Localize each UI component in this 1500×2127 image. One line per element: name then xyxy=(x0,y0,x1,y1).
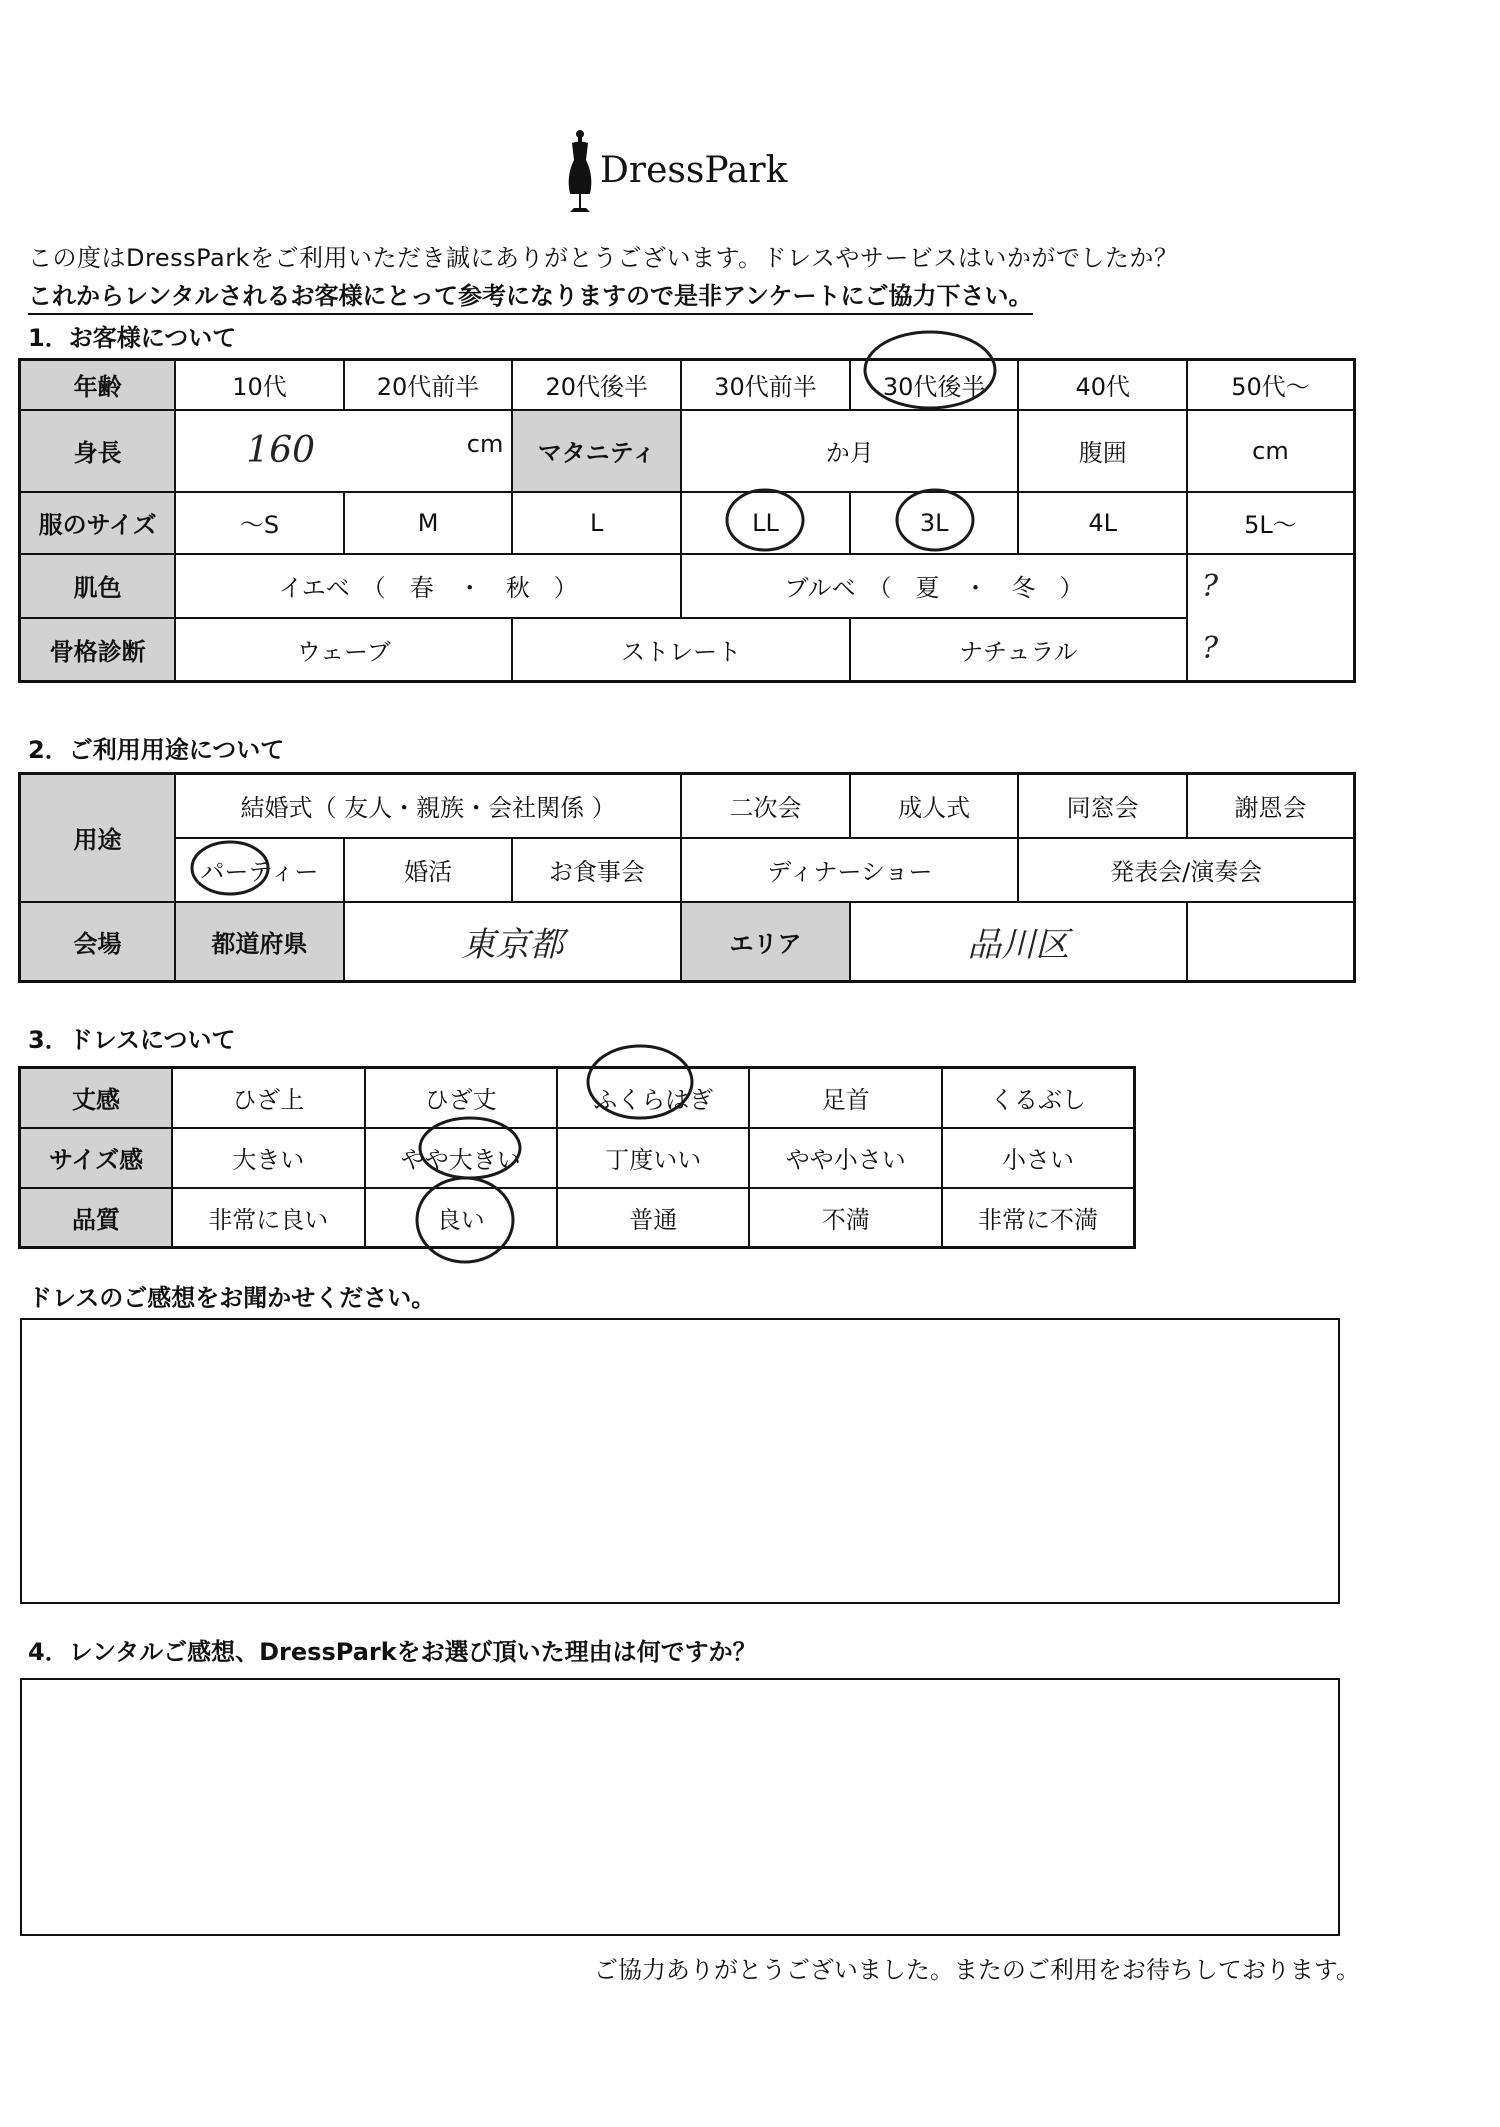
size-option[interactable]: L xyxy=(512,492,681,554)
purpose-option[interactable]: 謝恩会 xyxy=(1187,774,1355,838)
bone-option[interactable]: ナチュラル xyxy=(850,618,1187,682)
fit-option[interactable]: 大きい xyxy=(172,1128,364,1188)
quality-option[interactable]: 非常に不満 xyxy=(942,1188,1135,1248)
prefecture-field[interactable] xyxy=(344,902,681,982)
length-label: 丈感 xyxy=(20,1068,173,1128)
waist-unit: cm xyxy=(1252,436,1289,465)
purpose-option[interactable]: 発表会/演奏会 xyxy=(1018,838,1354,902)
age-option[interactable]: 30代前半 xyxy=(681,360,850,410)
size-option[interactable]: 4L xyxy=(1018,492,1186,554)
area-label: エリア xyxy=(681,902,850,982)
bone-label: 骨格診断 xyxy=(20,618,176,682)
size-label: 服のサイズ xyxy=(20,492,176,554)
maternity-unit: か月 xyxy=(825,439,874,467)
dress-comment-label: ドレスのご感想をお聞かせください。 xyxy=(28,1284,436,1312)
bone-option[interactable]: ストレート xyxy=(512,618,849,682)
length-option[interactable]: くるぶし xyxy=(942,1068,1135,1128)
fit-option[interactable]: 丁度いい xyxy=(557,1128,749,1188)
purpose-option[interactable]: ディナーショー xyxy=(681,838,1018,902)
age-option[interactable]: 20代前半 xyxy=(344,360,513,410)
length-option[interactable]: ひざ丈 xyxy=(365,1068,557,1128)
purpose-option[interactable]: お食事会 xyxy=(512,838,681,902)
height-label: 身長 xyxy=(20,410,176,492)
size-option[interactable]: 〜S xyxy=(175,492,343,554)
height-unit: cm xyxy=(466,430,504,458)
waist-label: 腹囲 xyxy=(1018,410,1186,492)
fit-option-selected[interactable]: やや大きい xyxy=(365,1128,557,1188)
section-3-title: 3．ドレスについて xyxy=(28,1026,236,1054)
quality-option[interactable]: 普通 xyxy=(557,1188,749,1248)
age-option-selected[interactable]: 30代後半 xyxy=(850,360,1019,410)
length-option-selected[interactable]: ふくらはぎ xyxy=(557,1068,749,1128)
skin-row xyxy=(20,554,1355,618)
skin-answer-cell xyxy=(1187,554,1355,618)
section-1-title: 1．お客様について xyxy=(28,324,237,352)
bone-answer-cell xyxy=(1187,618,1355,682)
quality-option[interactable]: 非常に良い xyxy=(172,1188,364,1248)
size-option[interactable]: M xyxy=(344,492,513,554)
size-option[interactable]: 5L〜 xyxy=(1187,492,1355,554)
quality-option-selected[interactable]: 良い xyxy=(365,1188,557,1248)
section-2-title: 2．ご利用用途について xyxy=(28,736,285,764)
age-option[interactable]: 20代後半 xyxy=(512,360,681,410)
venue-label: 会場 xyxy=(20,902,175,982)
purpose-option[interactable]: 二次会 xyxy=(681,774,850,838)
dress-table xyxy=(18,1066,1136,1249)
quality-label: 品質 xyxy=(20,1188,173,1248)
bone-row xyxy=(20,618,1355,682)
length-option[interactable]: ひざ上 xyxy=(172,1068,364,1128)
size-option-selected[interactable]: 3L xyxy=(850,492,1019,554)
bone-option[interactable]: ウェーブ xyxy=(175,618,512,682)
customer-table xyxy=(18,358,1356,683)
brand-logo-text: DressPark xyxy=(600,150,788,191)
length-option[interactable]: 足首 xyxy=(749,1068,941,1128)
maternity-label: マタニティ xyxy=(512,410,681,492)
intro-line-2: これからレンタルされるお客様にとって参考になりますので是非アンケートにご協力下さい。 xyxy=(28,276,1033,315)
bone-answer: ? xyxy=(1201,631,1219,667)
purpose-option[interactable]: 婚活 xyxy=(344,838,513,902)
quality-option[interactable]: 不満 xyxy=(749,1188,941,1248)
rental-comment-box[interactable] xyxy=(20,1678,1340,1936)
purpose-option-selected[interactable]: パーティー xyxy=(175,838,344,902)
footer-thanks: ご協力ありがとうございました。またのご利用をお待ちしております。 xyxy=(593,1956,1360,1984)
height-value: 160 xyxy=(246,430,316,471)
skin-answer: ? xyxy=(1201,568,1219,604)
size-row xyxy=(20,492,1355,554)
age-option[interactable]: 40代 xyxy=(1018,360,1186,410)
fit-option[interactable]: やや小さい xyxy=(749,1128,941,1188)
age-label: 年齢 xyxy=(20,360,176,410)
size-option-selected[interactable]: LL xyxy=(681,492,850,554)
purpose-option[interactable]: 同窓会 xyxy=(1018,774,1187,838)
purpose-option[interactable]: 結婚式（ 友人・親族・会社関係 ） xyxy=(175,774,681,838)
purpose-label: 用途 xyxy=(20,774,175,902)
maternity-field[interactable] xyxy=(681,410,1018,492)
height-field[interactable] xyxy=(175,410,512,492)
section-4-title: 4．レンタルご感想、DressParkをお選び頂いた理由は何ですか？ xyxy=(28,1638,757,1666)
usage-table xyxy=(18,772,1356,983)
waist-field[interactable] xyxy=(1187,410,1355,492)
dress-comment-box[interactable] xyxy=(20,1318,1340,1604)
intro-line-1: この度はDressParkをご利用いただき誠にありがとうございます。ドレスやサービスはいかがでしたか？ xyxy=(28,244,1179,272)
age-row xyxy=(20,360,1355,410)
body-row xyxy=(20,410,1355,492)
purpose-option[interactable]: 成人式 xyxy=(850,774,1019,838)
skin-option-blue[interactable]: ブルベ （ 夏 ・ 冬 ） xyxy=(681,554,1187,618)
skin-label: 肌色 xyxy=(20,554,176,618)
prefecture-label: 都道府県 xyxy=(175,902,344,982)
area-value: 品川区 xyxy=(967,924,1070,965)
age-option[interactable]: 10代 xyxy=(175,360,343,410)
skin-option-yellow[interactable]: イエベ （ 春 ・ 秋 ） xyxy=(175,554,681,618)
prefecture-value: 東京都 xyxy=(461,924,564,965)
area-field[interactable] xyxy=(850,902,1187,982)
fit-option[interactable]: 小さい xyxy=(942,1128,1135,1188)
fit-label: サイズ感 xyxy=(20,1128,173,1188)
age-option[interactable]: 50代〜 xyxy=(1187,360,1355,410)
